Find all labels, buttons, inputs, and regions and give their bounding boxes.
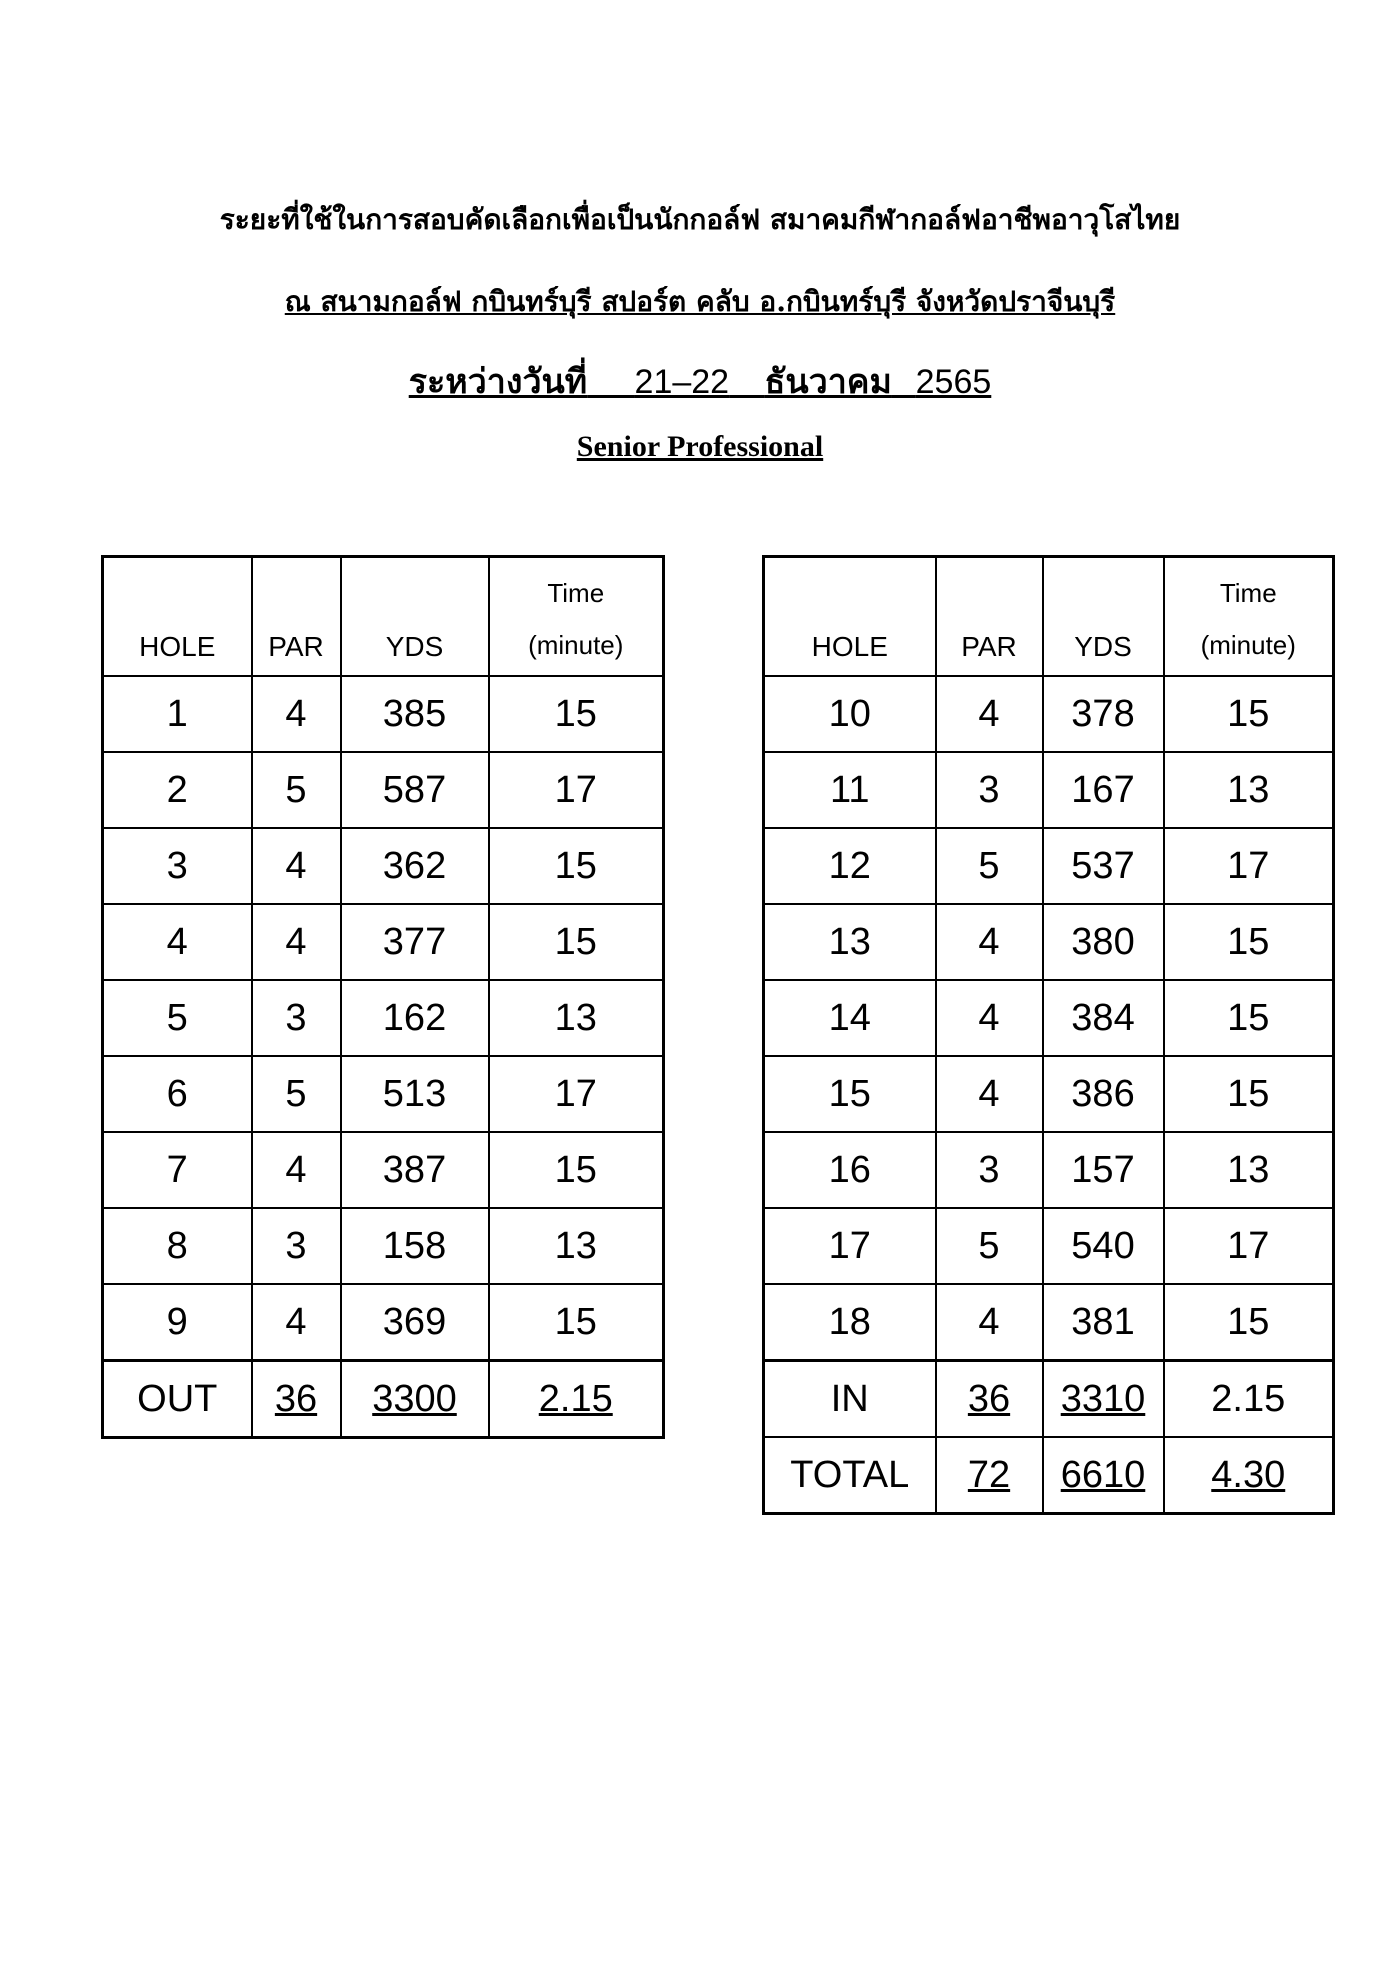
out-par: 36 [252, 1361, 341, 1438]
hole-par-cell: 3 [936, 1132, 1043, 1208]
heading-category: Senior Professional [576, 430, 824, 463]
hole-yds-cell: 362 [341, 828, 489, 904]
hole-par-cell: 4 [252, 1132, 341, 1208]
hole-yds-cell: 377 [341, 904, 489, 980]
out-total-row [103, 1361, 664, 1438]
hole-time-cell: 17 [489, 1056, 664, 1132]
hole-row [764, 1208, 1334, 1284]
out-yds: 3300 [341, 1361, 489, 1438]
hole-par-cell: 4 [936, 980, 1043, 1056]
hole-yds-cell: 157 [1043, 1132, 1164, 1208]
hole-row [764, 1284, 1334, 1361]
hole-par-cell: 3 [936, 752, 1043, 828]
hole-hole-cell: 13 [764, 904, 936, 980]
hole-time-cell: 17 [1164, 828, 1334, 904]
hole-par-cell: 4 [936, 676, 1043, 752]
hole-time-cell: 15 [1164, 980, 1334, 1056]
total-yds: 6610 [1043, 1437, 1164, 1514]
hole-row [764, 828, 1334, 904]
hole-yds-cell: 513 [341, 1056, 489, 1132]
hole-time-cell: 17 [1164, 1208, 1334, 1284]
grand-total-row [764, 1437, 1334, 1514]
hole-time-cell: 17 [489, 752, 664, 828]
col-time-header [1164, 557, 1334, 677]
hole-par-cell: 4 [936, 904, 1043, 980]
hole-hole-cell: 5 [103, 980, 252, 1056]
hole-row [103, 1208, 664, 1284]
hole-time-cell: 15 [1164, 1284, 1334, 1361]
hole-hole-cell: 6 [103, 1056, 252, 1132]
out-time: 2.15 [489, 1361, 664, 1438]
date-prefix: ระหว่างวันที่ [408, 362, 588, 402]
hole-time-cell: 13 [1164, 752, 1334, 828]
hole-hole-cell: 18 [764, 1284, 936, 1361]
hole-yds-cell: 386 [1043, 1056, 1164, 1132]
hole-hole-cell: 3 [103, 828, 252, 904]
in-total-row [764, 1361, 1334, 1438]
col-hole-header: HOLE [103, 557, 252, 677]
time-label: Time [1219, 578, 1277, 608]
hole-row [764, 904, 1334, 980]
hole-row [764, 980, 1334, 1056]
col-hole-header: HOLE [764, 557, 936, 677]
hole-yds-cell: 537 [1043, 828, 1164, 904]
hole-hole-cell: 8 [103, 1208, 252, 1284]
hole-par-cell: 5 [936, 1208, 1043, 1284]
hole-par-cell: 5 [252, 752, 341, 828]
hole-yds-cell: 381 [1043, 1284, 1164, 1361]
header-row [103, 557, 664, 677]
hole-row [103, 752, 664, 828]
hole-row [764, 752, 1334, 828]
hole-hole-cell: 17 [764, 1208, 936, 1284]
hole-time-cell: 15 [489, 1132, 664, 1208]
hole-hole-cell: 11 [764, 752, 936, 828]
hole-yds-cell: 378 [1043, 676, 1164, 752]
hole-par-cell: 5 [936, 828, 1043, 904]
hole-par-cell: 4 [252, 904, 341, 980]
heading-venue: ณ สนามกอล์ฟ กบินทร์บุรี สปอร์ต คลับ อ.กบินทร์บุรี จังหวัดปราจีนบุรี [284, 285, 1116, 318]
col-time-header [489, 557, 664, 677]
hole-time-cell: 15 [489, 828, 664, 904]
hole-par-cell: 4 [252, 828, 341, 904]
hole-hole-cell: 7 [103, 1132, 252, 1208]
hole-hole-cell: 9 [103, 1284, 252, 1361]
hole-par-cell: 4 [936, 1056, 1043, 1132]
hole-row [764, 1056, 1334, 1132]
hole-hole-cell: 16 [764, 1132, 936, 1208]
date-year: 2565 [915, 363, 992, 401]
back-nine-table [762, 555, 1335, 1515]
hole-time-cell: 13 [489, 1208, 664, 1284]
hole-row [103, 1056, 664, 1132]
hole-par-cell: 5 [252, 1056, 341, 1132]
hole-yds-cell: 162 [341, 980, 489, 1056]
hole-row [103, 676, 664, 752]
front-nine-table [101, 555, 665, 1439]
in-par: 36 [936, 1361, 1043, 1438]
hole-par-cell: 4 [252, 1284, 341, 1361]
header-row [764, 557, 1334, 677]
col-yds-header: YDS [1043, 557, 1164, 677]
time-label: Time [547, 578, 605, 608]
heading-title: ระยะที่ใช้ในการสอบคัดเลือกเพื่อเป็นนักกอล์ฟ สมาคมกีฬากอล์ฟอาชีพอาวุโสไทย [219, 203, 1181, 236]
hole-yds-cell: 167 [1043, 752, 1164, 828]
in-time: 2.15 [1164, 1361, 1334, 1438]
date-month: ธันวาคม [764, 362, 892, 402]
hole-row [103, 1132, 664, 1208]
hole-yds-cell: 369 [341, 1284, 489, 1361]
hole-par-cell: 3 [252, 1208, 341, 1284]
hole-yds-cell: 387 [341, 1132, 489, 1208]
total-par: 72 [936, 1437, 1043, 1514]
time-unit-label: (minute) [1200, 630, 1296, 660]
col-par-header: PAR [252, 557, 341, 677]
hole-par-cell: 4 [252, 676, 341, 752]
hole-yds-cell: 158 [341, 1208, 489, 1284]
hole-hole-cell: 14 [764, 980, 936, 1056]
heading-date [0, 354, 1400, 408]
hole-yds-cell: 587 [341, 752, 489, 828]
hole-par-cell: 3 [252, 980, 341, 1056]
hole-hole-cell: 4 [103, 904, 252, 980]
hole-row [764, 1132, 1334, 1208]
in-yds: 3310 [1043, 1361, 1164, 1438]
hole-hole-cell: 15 [764, 1056, 936, 1132]
hole-par-cell: 4 [936, 1284, 1043, 1361]
hole-yds-cell: 540 [1043, 1208, 1164, 1284]
hole-time-cell: 15 [1164, 1056, 1334, 1132]
hole-row [103, 1284, 664, 1361]
hole-yds-cell: 384 [1043, 980, 1164, 1056]
hole-time-cell: 15 [1164, 904, 1334, 980]
hole-row [103, 828, 664, 904]
hole-hole-cell: 12 [764, 828, 936, 904]
hole-row [103, 904, 664, 980]
hole-hole-cell: 1 [103, 676, 252, 752]
hole-yds-cell: 385 [341, 676, 489, 752]
hole-hole-cell: 10 [764, 676, 936, 752]
hole-time-cell: 13 [1164, 1132, 1334, 1208]
total-time: 4.30 [1164, 1437, 1334, 1514]
hole-time-cell: 15 [489, 676, 664, 752]
hole-time-cell: 15 [1164, 676, 1334, 752]
hole-time-cell: 15 [489, 1284, 664, 1361]
in-label: IN [764, 1361, 936, 1438]
date-days: 21–22 [634, 363, 730, 401]
hole-row [103, 980, 664, 1056]
hole-time-cell: 15 [489, 904, 664, 980]
hole-time-cell: 13 [489, 980, 664, 1056]
col-par-header: PAR [936, 557, 1043, 677]
total-label: TOTAL [764, 1437, 936, 1514]
hole-yds-cell: 380 [1043, 904, 1164, 980]
col-yds-header: YDS [341, 557, 489, 677]
out-label: OUT [103, 1361, 252, 1438]
hole-hole-cell: 2 [103, 752, 252, 828]
hole-row [764, 676, 1334, 752]
time-unit-label: (minute) [528, 630, 624, 660]
